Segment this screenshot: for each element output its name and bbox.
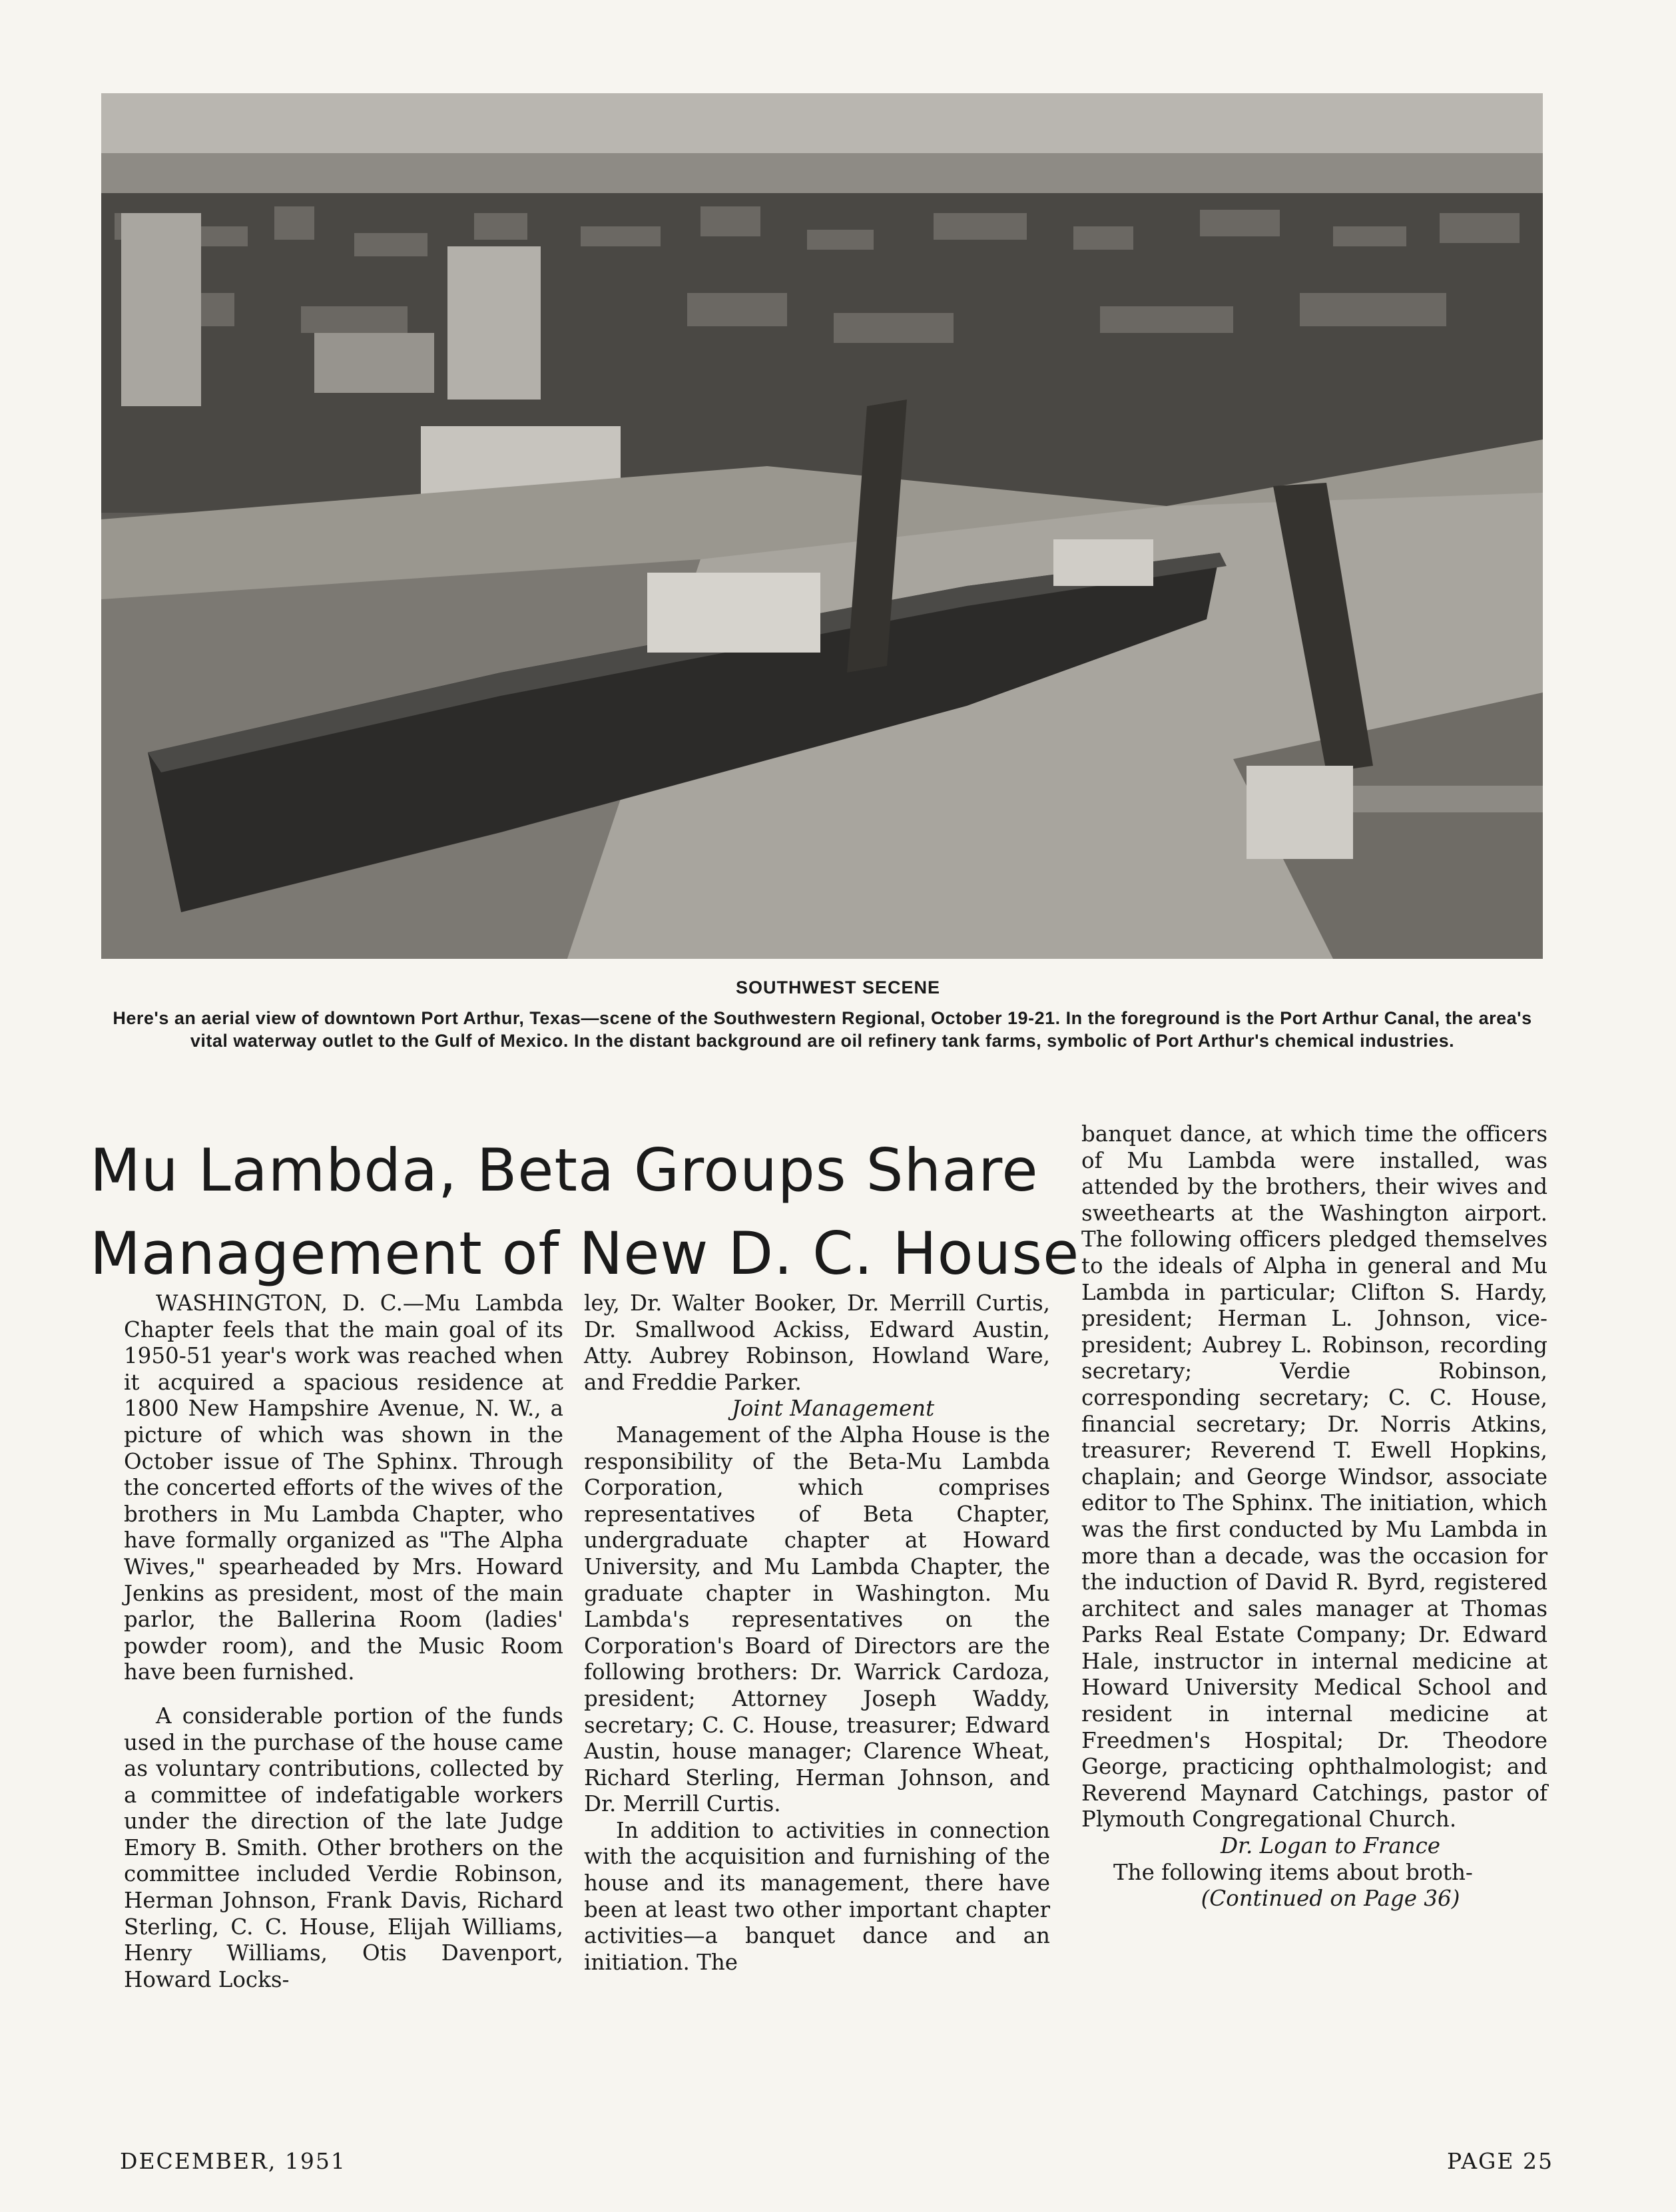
paragraph: Management of the Alpha House is the responsibility of the Beta-Mu Lambda Corporation, which comprises representatives of Beta Chapter, undergraduate chapter at Howard University, and Mu Lambda Chapter, the graduate chapter in Washington. Mu Lambda's representatives on the Corporation's Board of Directors are the following brothers: Dr. Warrick Cardoza, president; Attorney Joseph Waddy, secretary; C. C. House, treasurer; Edward Austin, house manager; Clarence Wheat, Richard Sterling, Herman Johnson, and Dr. Merrill Curtis. [584,1422,1050,1817]
headline-line-2: Management of New D. C. House [90,1219,1080,1288]
paragraph: A considerable portion of the funds used in the purchase of the house came as voluntary contributions, collected by a committee of indefatigable workers under the direction of the late Judge Emory B. Smith. Other brothers on the committee included Verdie Robinson, Herman Johnson, Frank Davis, Richard Sterling, C. C. House, Elijah Williams, Henry Williams, Otis Davenport, Howard Locks- [124,1703,563,1992]
headline-line-1: Mu Lambda, Beta Groups Share [90,1136,1039,1205]
paragraph: WASHINGTON, D. C.—Mu Lambda Chapter feels that the main goal of its 1950-51 year's work was reached when it acquired a spacious residence at 1800 New Hampshire Avenue, N. W., a picture of which was shown in the October issue of The Sphinx. Through the concerted efforts of the wives of the brothers in Mu Lambda Chapter, who have formally organized as "The Alpha Wives," spearheaded by Mrs. Howard Jenkins as president, most of the main parlor, the Ballerina Room (ladies' powder room), and the Music Room have been furnished. [124,1290,563,1685]
subheading-dr-logan: Dr. Logan to France [1220,1833,1441,1859]
article-headline [90,1129,1089,1295]
footer-page-number: PAGE 25 [1447,2148,1553,2174]
photo-caption-title: SOUTHWEST SECENE [735,977,941,997]
aerial-photo [101,93,1543,959]
subheading-joint-management: Joint Management [731,1396,935,1422]
paragraph: ley, Dr. Walter Booker, Dr. Merrill Curtis, Dr. Smallwood Ackiss, Edward Austin, Atty. Aubrey Robinson, Howland Ware, and Freddie Parker. [584,1290,1050,1395]
article-column-1 [124,1290,563,1993]
paragraph: The following items about broth- [1113,1859,1473,1885]
paragraph: banquet dance, at which time the officers of Mu Lambda were installed, was attended by the brothers, their wives and sweethearts at the Washington airport. The following officers pledged themselves to the ideals of Alpha in general and Mu Lambda in particular; Clifton S. Hardy, president; Herman L. Johnson, vice-president; Aubrey L. Robinson, recording secretary; Verdie Robinson, corresponding secretary; C. C. House, financial secretary; Dr. Norris Atkins, treasurer; Reverend T. Ewell Hopkins, chaplain; and George Windsor, associate editor to The Sphinx. The initiation, which was the first conducted by Mu Lambda in more than a decade, was the occasion for the induction of David R. Byrd, registered architect and sales manager at Thomas Parks Real Estate Company; Dr. Edward Hale, instructor in internal medicine at Howard University Medical School and resident in internal medicine at Freedmen's Hospital; Dr. Theodore George, practicing ophthalmologist; and Reverend Maynard Catchings, pastor of Plymouth Congregational Church. [1081,1121,1547,1832]
paragraph: In addition to activities in connection with the acquisition and furnishing of the house and its management, there have been at least two other important chapter activities—a banquet dance and an initiation. The [584,1817,1050,1975]
footer-date: DECEMBER, 1951 [120,2148,346,2174]
aerial-photo-icon [101,93,1543,959]
article-column-2 [584,1290,1050,1976]
continued-note: (Continued on Page 36) [1201,1886,1460,1912]
photo-caption-text: Here's an aerial view of downtown Port Arthur, Texas—scene of the Southwestern Regional, October 19-21. In the foreground is the Port Arthur Canal, the area's vital waterway outlet to the Gulf of Mexico. In the distant background are oil refinery tank farms, symbolic of Port Arthur's chemical industries. [113,1008,1532,1051]
article-column-3 [1081,1121,1547,1912]
